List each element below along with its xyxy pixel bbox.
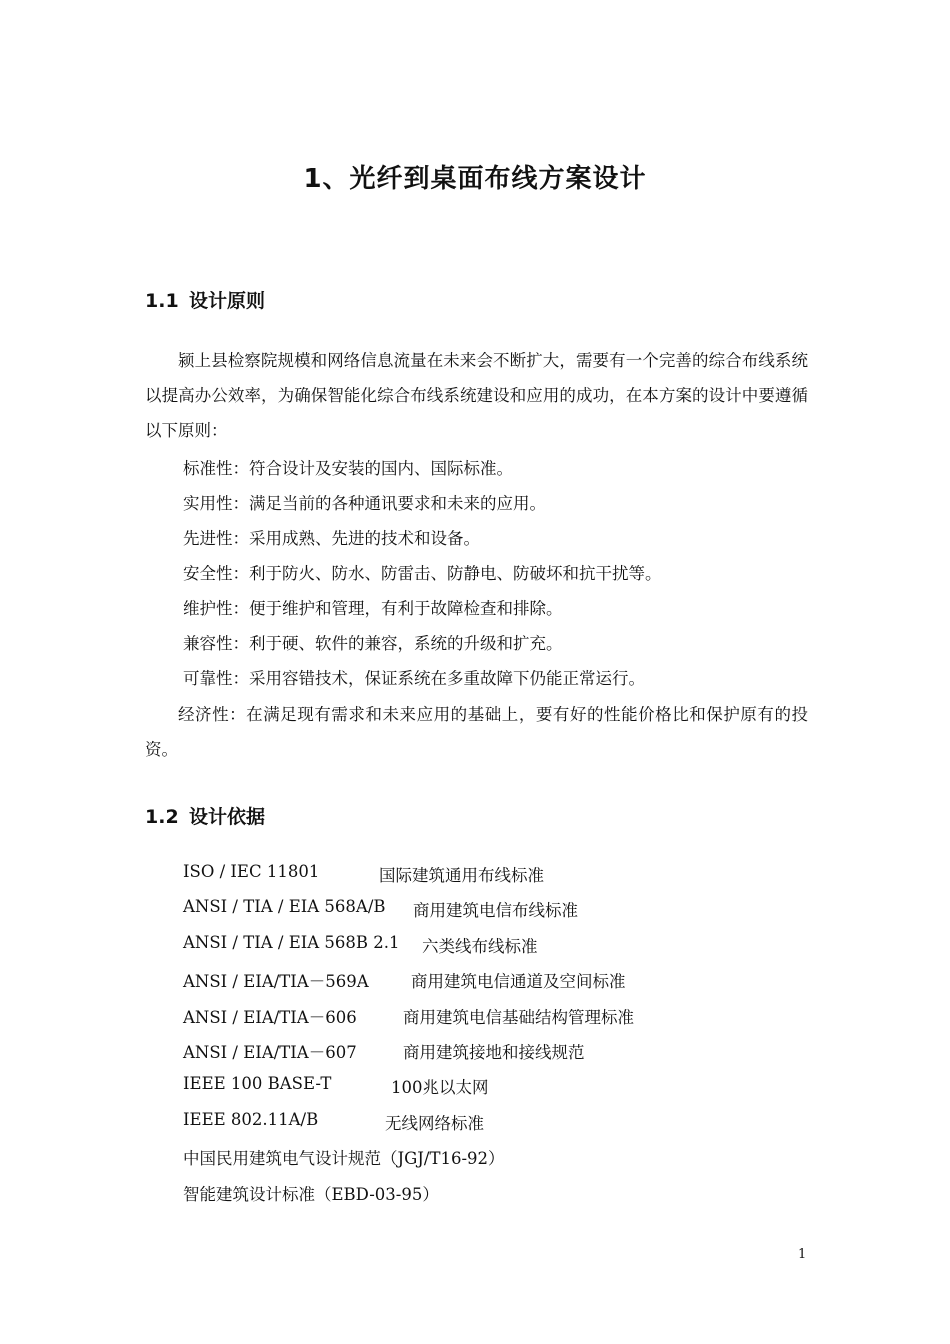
principle-item: 经济性：在满足现有需求和未来应用的基础上，要有好的性能价格比和保护原有的投资。	[145, 705, 808, 759]
standard-code: IEEE 802.11A/B	[183, 1109, 319, 1129]
document-title: 1、光纤到桌面布线方案设计	[303, 164, 647, 194]
standard-description: 国际建筑通用布线标准	[379, 866, 544, 885]
standard-description: 商用建筑电信通道及空间标准	[411, 972, 626, 992]
last-principle-paragraph	[145, 697, 808, 767]
page-number: 1	[798, 1247, 807, 1262]
standard-code: ISO / IEC 11801	[183, 862, 320, 881]
standard-code: ANSI / EIA/TIA－569A	[183, 972, 369, 992]
principle-item: 兼容性：利于硬、软件的兼容，系统的升级和扩充。	[183, 634, 563, 653]
principle-item: 可靠性：采用容错技术，保证系统在多重故障下仍能正常运行。	[183, 669, 645, 688]
standard-description: 商用建筑接地和接线规范	[403, 1042, 585, 1062]
section-heading-1-1	[145, 286, 265, 313]
standard-code: IEEE 100 BASE-T	[183, 1074, 332, 1094]
standard-description: 100兆以太网	[391, 1078, 489, 1098]
principle-item: 实用性：满足当前的各种通讯要求和未来的应用。	[183, 494, 546, 513]
standard-code: ANSI / EIA/TIA－607	[183, 1042, 357, 1062]
principle-item: 先进性：采用成熟、先进的技术和设备。	[183, 529, 480, 548]
section-title: 设计原则	[189, 290, 266, 312]
section-number: 1.2	[145, 806, 179, 828]
intro-text: 颍上县检察院规模和网络信息流量在未来会不断扩大，需要有一个完善的综合布线系统以提高办公效率，为确保智能化综合布线系统建设和应用的成功，在本方案的设计中要遵循以下原则：	[145, 351, 808, 440]
standard-full: 智能建筑设计标准（EBD-03-95）	[183, 1184, 439, 1204]
standard-description: 六类线布线标准	[422, 936, 538, 956]
standard-description: 无线网络标准	[385, 1113, 484, 1133]
principle-item: 标准性：符合设计及安装的国内、国际标准。	[183, 459, 513, 478]
standard-code: ANSI / EIA/TIA－606	[183, 1007, 357, 1027]
intro-paragraph	[145, 343, 808, 448]
standard-full: 中国民用建筑电气设计规范（JGJ/T16-92）	[183, 1149, 505, 1169]
standard-description: 商用建筑电信布线标准	[413, 901, 578, 921]
standard-description: 商用建筑电信基础结构管理标准	[403, 1007, 634, 1027]
principle-item: 安全性：利于防火、防水、防雷击、防静电、防破坏和抗干扰等。	[183, 564, 662, 583]
standard-code: ANSI / TIA / EIA 568B 2.1	[183, 932, 400, 952]
section-title: 设计依据	[189, 806, 266, 828]
standard-code: ANSI / TIA / EIA 568A/B	[183, 897, 386, 917]
section-number: 1.1	[145, 290, 179, 312]
principle-item: 维护性：便于维护和管理，有利于故障检查和排除。	[183, 599, 563, 618]
section-heading-1-2	[145, 802, 265, 829]
